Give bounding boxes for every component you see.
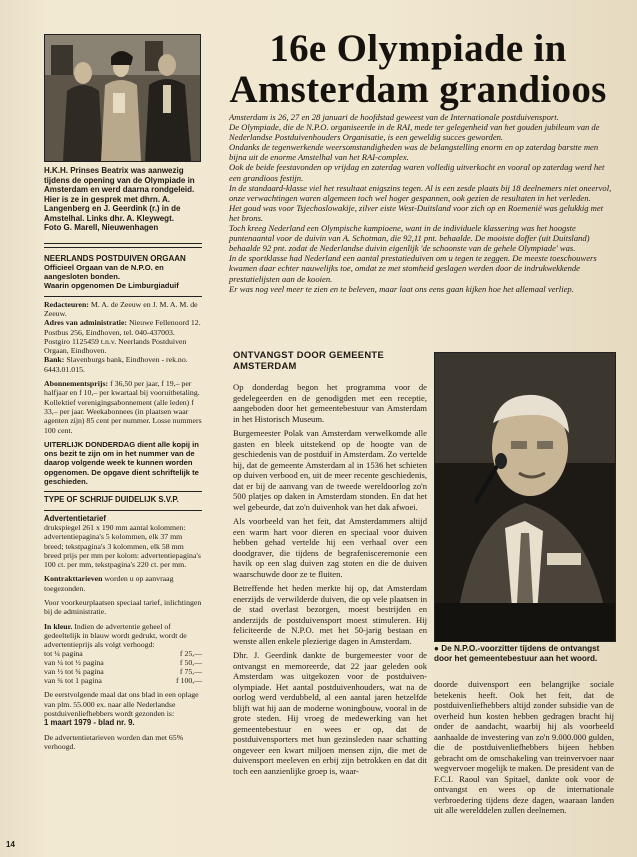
divider (44, 296, 202, 297)
page-title (222, 28, 614, 110)
adv-text: drukspiegel 261 x 190 mm aantal kolommen: advertentiepagina's 5 kolommen, elk 37 mm breed; tekstpagina's 3 kolommen, elk 58 mm breed prijs per mm per kolom: advertentiepagina's 100 ct. per mm, tekstpagina's 220 ct. per mm. (44, 522, 201, 570)
uiterlijk-notice: UITERLIJK DONDERDAG dient alle kopij in ons bezit te zijn om in het nummer van de daarop volgende week te kunnen worden opgenomen. De opgave dient schriftelijk te geschieden. (44, 439, 199, 487)
headline-line2: Amsterdam grandioos (229, 68, 607, 111)
rate-price: f 50,— (179, 658, 202, 668)
divider (44, 510, 202, 511)
intro-paragraph: Het goud was voor Tsjechoslowakije, zilver eiste West-Duitsland voor zich op en Roemenië was gelukkig met het brons. (229, 202, 604, 223)
article-paragraph: doorde duivensport een belangrijke sociale betekenis heeft. Ook het feit, dat de postduivenliefhebbers altijd zonder subsidie van de overheid hun kosten hebben gedragen bracht hij onder de aandacht, waarbij hij als voorbeeld aanhaalde de investering van zo'n 9.000.000 gulden, die de postduivenliefhebbers bijeen hebben gebracht om de omschakeling van treinvervoer naar wegvervoer mogelijk te maken. De president van de F.C.I. Raoul van Spitael, dankte ook voor de ontvangst en wees op de internationale verbroedering tijdens deze dagen, waaraan landen uit alle werelddelen zullen deelnemen. (434, 679, 614, 815)
intro-text (229, 112, 613, 294)
org-sub2: Waarin opgenomen De Limburgiaduif (44, 281, 179, 291)
rate-label: van ¾ tot 1 pagina (44, 676, 102, 686)
voorkeur: Voor voorkeurplaatsen speciaal tarief, inlichtingen bij de administratie. (44, 598, 202, 617)
adres-label: Adres van administratie: (44, 318, 128, 328)
article-paragraph: Burgemeester Polak van Amsterdam verwelkomde alle gasten en bleek uitstekend op de hoogte van de geschiedenis van de postduif in Amsterdam. Zo vertelde hij, dat de gemeente Amsterdam al in 1536 het schieten op duiven verbood en, uit de meer recente geschiedenis, dat er bij de aanvang van de tweede wereldoorlog zo'n 500 platjes op daken in Amsterdam stonden. En dat het wel gebeurde, dat zo'n duivenhok van het dak afwoei. (233, 428, 427, 512)
caption-credit: Foto G. Marell, Nieuwenhagen (44, 223, 159, 232)
rate-price: f 100,— (176, 676, 202, 686)
headline-line1: 16e Olympiade in (269, 27, 567, 70)
article-column-right (434, 679, 614, 816)
divider (44, 491, 202, 492)
rate-label: tot ¼ pagina (44, 649, 83, 659)
rate-label: van ¼ tot ½ pagina (44, 658, 104, 668)
article-paragraph: Betreffende het heden merkte hij op, dat Amsterdam enerzijds de verwilderde duiven, die op vele plaatsen in de stad overlast bezorgen, moest bestrijden en anderzijds de postduivensport moest stimuleren. Hij feliciteerde de N.P.O. met het 50-jarig bestaan en wenste allen enkele plezierige dagen in Amsterdam. (233, 583, 427, 646)
kleur-label: In kleur. (44, 621, 73, 631)
rate-label: van ½ tot ¾ pagina (44, 667, 104, 677)
article-paragraph: Op donderdag begon het programma voor de gedelegeerden en de genodigden met een receptie, aangeboden door het gemeentebestuur van Amsterdam in het Historisch Museum. (233, 382, 427, 424)
article-paragraph: Als voorbeeld van het feit, dat Amsterdammers altijd een warm hart voor dieren en speciaal voor duiven hebben gehad vertelde hij een verhaal over een doodgraver, die tijdens de begrafenisceremonie een havik op een slag duiven zag stoten en die de duiven waarschuwde door ze te fluiten. (233, 516, 427, 579)
caption-text: H.K.H. Prinses Beatrix was aanwezig tijdens de opening van de Olympiade in Amsterdam en werd daarna rondgeleid. Hier is ze in gesprek met dhrn. A. Langenberg en J. Geerdink (r.) in de Amstelhal. Links dhr. A. Kleywegt. (44, 166, 195, 223)
photo-speaker (434, 352, 616, 642)
redacteuren-label: Redacteuren: (44, 299, 89, 309)
photo-beatrix (44, 34, 201, 162)
table-row (44, 649, 202, 658)
footer-note: De advertentietarieven worden dan met 65% verhoogd. (44, 732, 184, 751)
article-paragraph: Dhr. J. Geerdink dankte de burgemeester voor de ontvangst en memoreerde, dat 22 jaar geleden ook Amsterdam was uitgekozen voor de postduiven-olympiade. Het aantal postduivenhouders, wat na de oorlog werd verdubbeld, al een aantal jaren hetzelfde blijft wat hij aan de moderne woningbouw, vooral in de grote steden. Hij vroeg de medewerking van het gemeentebestuur en wees er op, dat de postduivensporters met hun gezinsleden naar schatting ongeveer een kwart miljoen mensen zijn, die met de duivensport meeleven en erbij zijn betrokken en dat dit toch een aanzienlijke groep is, waar- (233, 650, 427, 776)
abon: f 36,50 per jaar, f 19,– per halfjaar en f 10,– per kwartaal bij vooruitbetaling. Kollektief verenigingsabonnement (alle leden) f 33,– per jaar. Weekabonnees (in plaatsen waar agenten zijn) 85 cent per nummer. Losse nummers 100 cent. (44, 379, 202, 435)
divider (44, 247, 202, 248)
kontrakt: worden u op aanvraag toegezonden. (44, 574, 174, 593)
page-number: 14 (6, 840, 15, 849)
intro-paragraph: In de standaard-klasse viel het resultaat enigszins tegen. Al is een zesde plaats bij 18 deelnemers niet oneervol, onze verwachtingen waren algemeen toch wel hoger gespannen, ook gezien de resultaten in het verleden. (229, 182, 612, 203)
caption-text: De N.P.O.-voorzitter tijdens de ontvangst door het gemeentebestuur aan het woord. (434, 644, 600, 663)
intro-paragraph: Er was nog veel meer te zien en te beleven, maar laat ons eens gaan kijken hoe het allemaal verliep. (229, 283, 574, 294)
intro-paragraph: Toch kreeg Nederland een Olympische kampioene, want in de individuele klassering was het hoogste puntenaantal voor de duivin van A. Schotman, die 92,11 pnt. behaalde. De mooiste doffer (uit Duitsland) behaalde 92 pnt. zodat de Nederlandse duivin eigenlijk 'de schoonste van de gehele Olympiade' was. (229, 223, 590, 254)
redacteuren: M. A. de Zeeuw en J. M. A. M. de Zeeuw. (44, 299, 198, 318)
next-date: 1 maart 1979 - blad nr. 9. (44, 718, 135, 728)
divider (44, 243, 202, 244)
table-row (44, 676, 202, 685)
bank-label: Bank: (44, 355, 65, 365)
intro-paragraph: Ook de beide feestavonden op vrijdag en zaterdag waren volledig uitverkocht en vooral op zaterdag werd het een grandioos festijn. (229, 162, 605, 183)
section-title: ONTVANGST DOOR GEMEENTE AMSTERDAM (233, 349, 385, 371)
photo-caption-left (44, 166, 202, 233)
bullet-icon: ● (434, 644, 439, 653)
article-column-middle (233, 382, 427, 780)
bank: Slavenburgs bank, Eindhoven - rek.no. 6443.01.015. (44, 355, 188, 374)
photo-caption-right (434, 644, 612, 663)
intro-paragraph: De Olympiade, die de N.P.O. organiseerde in de RAI, mede ter gelegenheid van het gouden jubileum van de Nederlandse Postduivenhouders Organisatie, is een geweldig succes geworden. (229, 122, 600, 143)
org-title: NEERLANDS POSTDUIVEN ORGAAN (44, 253, 186, 263)
table-row (44, 667, 202, 676)
rate-price: f 75,— (179, 667, 202, 677)
kontrakt-label: Kontrakttarieven (44, 574, 103, 584)
rates-table (44, 649, 202, 685)
intro-paragraph: Amsterdam is 26, 27 en 28 januari de hoofdstad geweest van de Internationale postduivensport. (229, 112, 559, 122)
org-sub1: Officieel Orgaan van de N.P.O. en aangesloten bonden. (44, 262, 164, 282)
intro-paragraph: Ondanks de tegenwerkende weersomstandigheden was de belangstelling enorm en op zaterdag barstte men bijna uit de enorme Amstelhal van het RAI-complex. (229, 142, 599, 163)
table-row (44, 658, 202, 667)
type-title: TYPE OF SCHRIJF DUIDELIJK S.V.P. (44, 495, 179, 505)
rate-price: f 25,— (179, 649, 202, 659)
next-issue: De eerstvolgende maal dat ons blad in een oplage van plm. 55.000 ex. naar alle Nederlandse postduivenliefhebbers wordt gezonden is: (44, 690, 199, 719)
kleur: Indien de advertentie geheel of gedeeltelijk in blauw wordt gedrukt, wordt de advertentieprijs als volgt verhoogd: (44, 621, 187, 650)
adv-label: Advertentietarief (44, 513, 106, 523)
adres: Nieuwe Fellenoord 12. Postbus 256, Eindhoven, tel. 040-437003. Postgiro 1125459 t.n.v. Neerlands Postduiven Orgaan, Eindhoven. (44, 318, 201, 356)
abon-label: Abonnementsprijs: (44, 379, 109, 389)
intro-paragraph: In de sportklasse had Nederland een aantal prestatieduiven om u tegen te zeggen. De meeste toeschouwers kwamen daar echter nauwelijks toe, omdat ze met stomheid geslagen werden door de indrukwekkende prestatielijsten aan de kooien. (229, 253, 597, 284)
